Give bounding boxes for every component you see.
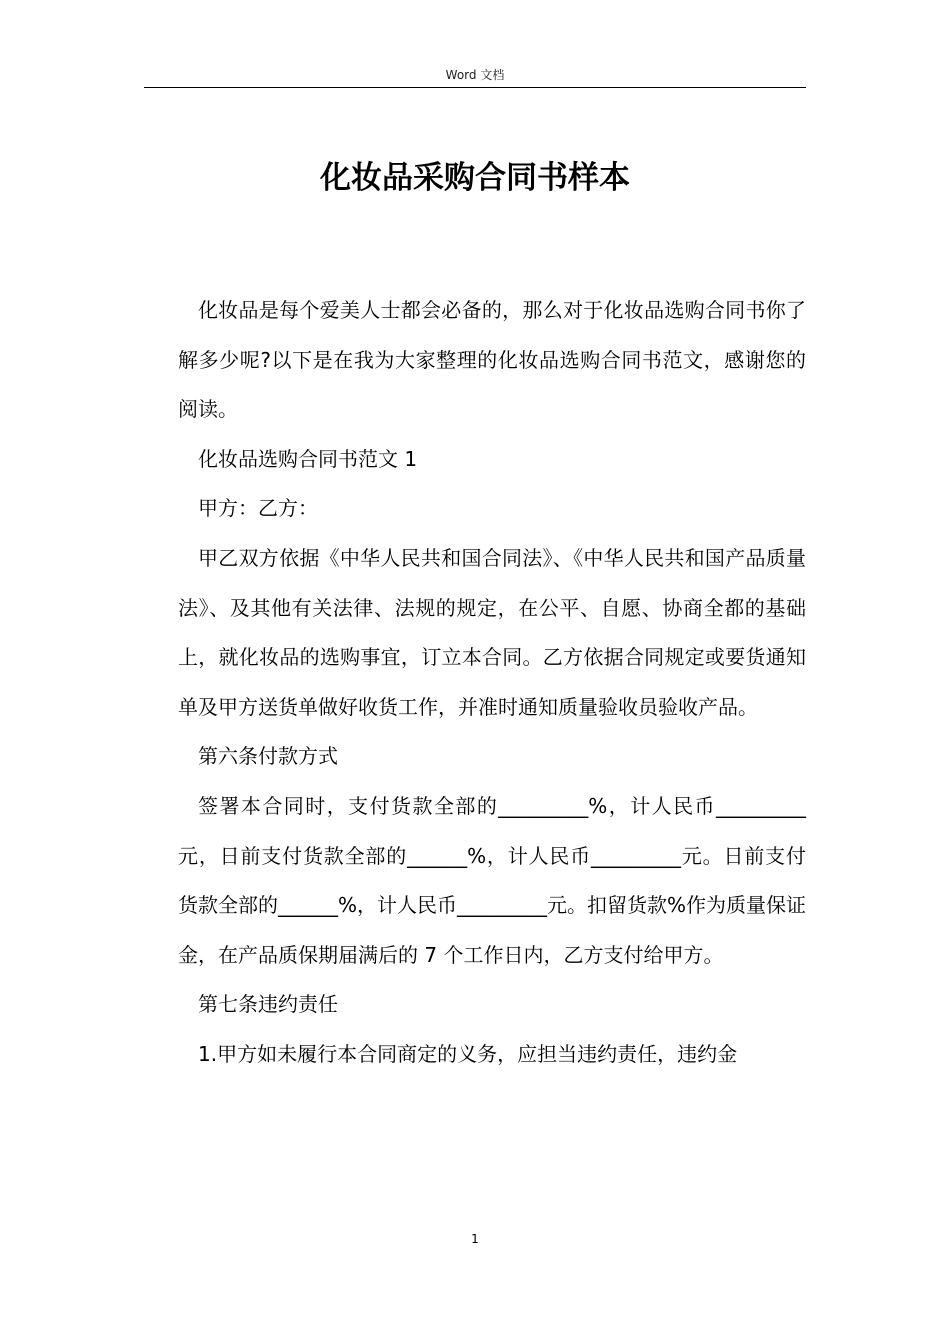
paragraph-liability-1: 1.甲方如未履行本合同商定的义务，应担当违约责任，违约金 xyxy=(198,1041,738,1066)
paragraph-payment-terms: 签署本合同时，支付货款全部的_________%，计人民币_________元，日前支付货款全部的______%，计人民币_________元。日前支付货款全部的______%，计人民币_________元。扣留货款%作为质量保证金，在产品质保期届满后的 7 个工作日内，乙方支付给甲方。 xyxy=(178,793,807,967)
page-header: Word 文档 xyxy=(445,68,505,82)
paragraph-article-7-heading: 第七条违约责任 xyxy=(198,992,338,1017)
document-title: 化妆品采购合同书样本 xyxy=(320,160,630,196)
paragraph-intro: 化妆品是每个爱美人士都会必备的，那么对于化妆品选购合同书你了解多少呢?以下是在我为大家整理的化妆品选购合同书范文，感谢您的阅读。 xyxy=(178,298,806,422)
document-body xyxy=(178,286,806,1080)
header-rule xyxy=(144,87,806,88)
paragraph-preamble: 甲乙双方依据《中华人民共和国合同法》、《中华人民共和国产品质量法》、及其他有关法律、法规的规定，在公平、自愿、协商全都的基础上，就化妆品的选购事宜，订立本合同。乙方依据合同规定或要货通知单及甲方送货单做好收货工作，并准时通知质量验收员验收产品。 xyxy=(178,545,806,719)
page-number: 1 xyxy=(471,1232,479,1246)
paragraph-article-6-heading: 第六条付款方式 xyxy=(198,744,338,769)
paragraph-sample-heading: 化妆品选购合同书范文 1 xyxy=(198,446,418,471)
paragraph-parties: 甲方：乙方： xyxy=(198,496,318,521)
